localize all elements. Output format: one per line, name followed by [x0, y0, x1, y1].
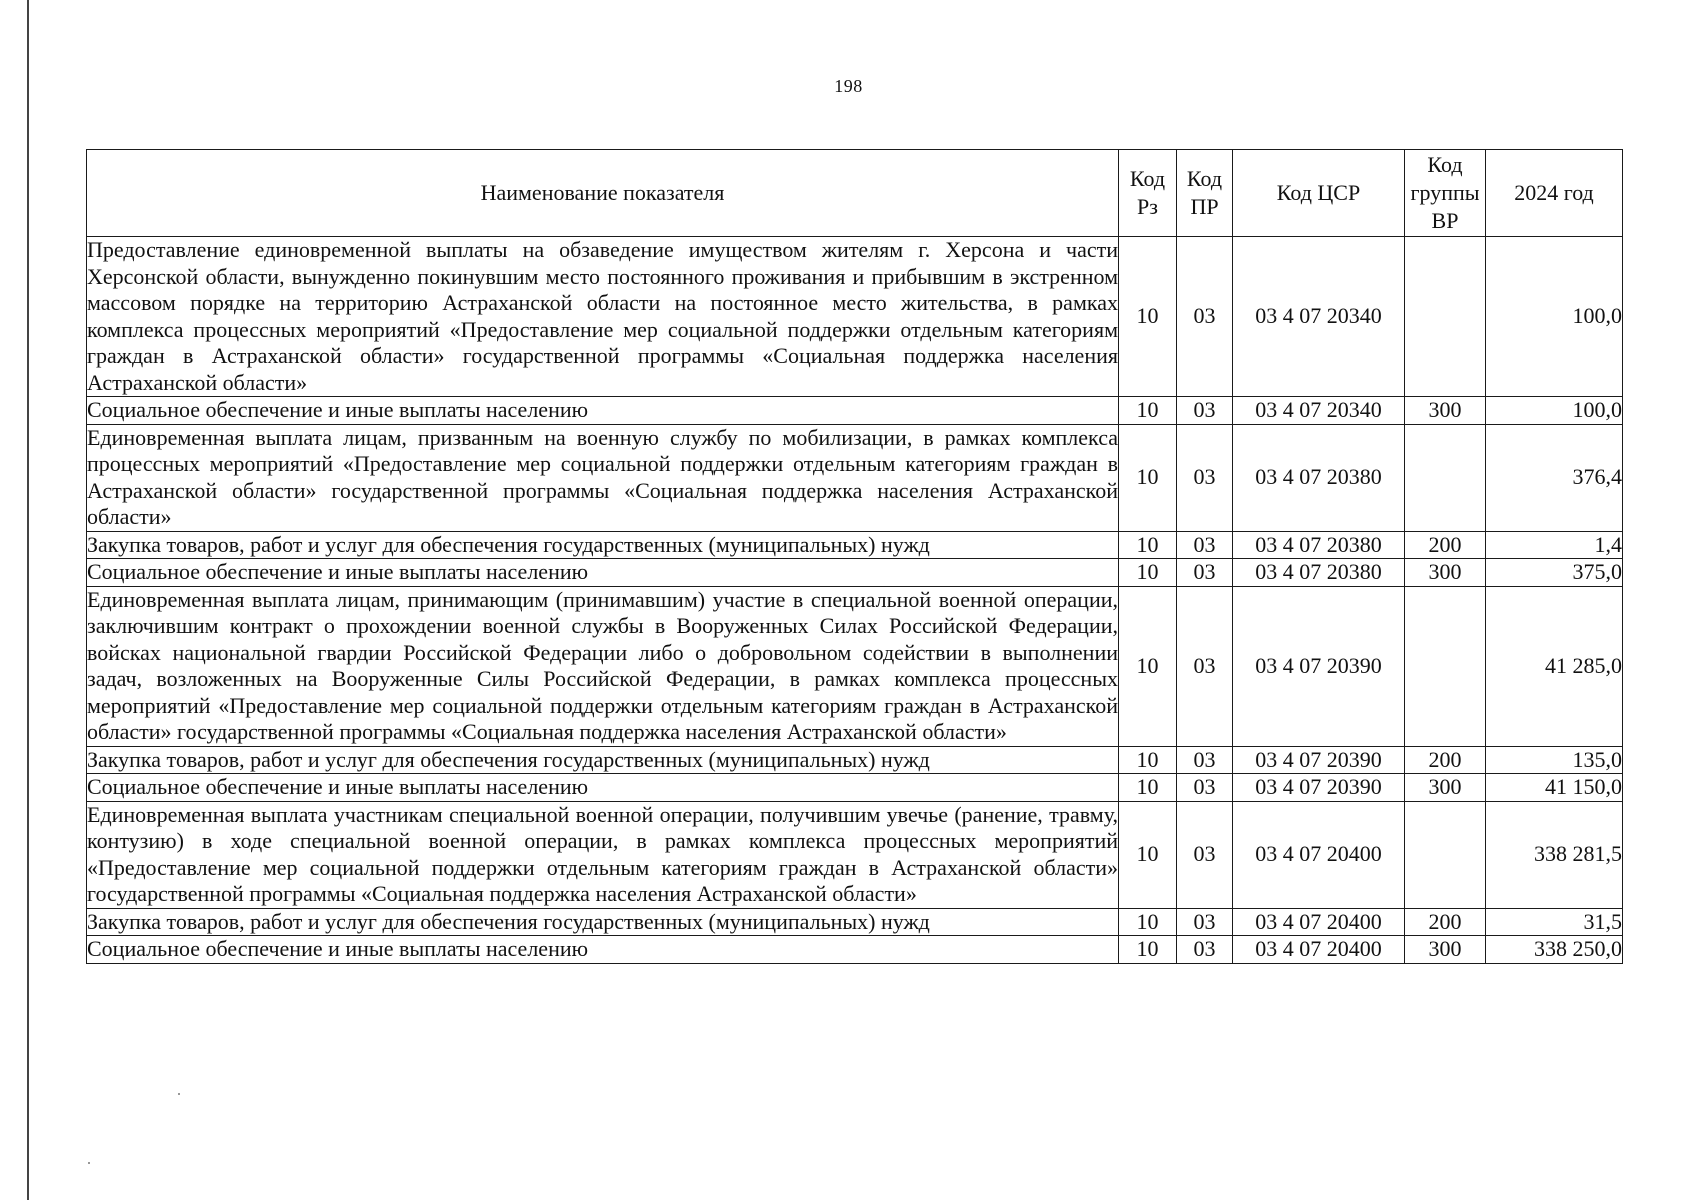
row-name: Единовременная выплата лицам, призванным на военную службу по мобилизации, в рамках комплекса процессных мероприятий «Предоставление мер социальной поддержки отдельным категориям граждан в Астраханской области» государственной программы «Социальная поддержка населения Астраханской области» — [87, 424, 1118, 529]
header-vr: Код группы ВР — [1405, 150, 1486, 237]
row-name: Закупка товаров, работ и услуг для обеспечения государственных (муниципальных) нужд — [87, 746, 1119, 774]
row-rz: 10 — [1119, 746, 1177, 774]
table-row — [87, 237, 1623, 397]
row-vr: 300 — [1405, 397, 1486, 425]
table-row — [87, 774, 1623, 802]
page-number: 198 — [834, 76, 863, 96]
row-csr: 03 4 07 20380 — [1233, 424, 1405, 531]
row-amount: 338 281,5 — [1486, 801, 1623, 908]
row-amount: 31,5 — [1486, 908, 1623, 936]
row-csr: 03 4 07 20400 — [1233, 908, 1405, 936]
row-amount: 1,4 — [1486, 531, 1623, 559]
row-csr: 03 4 07 20340 — [1233, 397, 1405, 425]
row-name: Единовременная выплата лицам, принимающим (принимавшим) участие в специальной военной операции, заключившим контракт о прохождении военной службы в Вооруженных Силах Российской Федерации, войсках национальной гвардии Российской Федерации либо о добровольном содействии в выполнении задач, возложенных на Вооруженные Силы Российской Федерации, в рамках комплекса процессных мероприятий «Предоставление мер социальной поддержки отдельным категориям граждан в Астраханской области» государственной программы «Социальная поддержка населения Астраханской области» — [87, 586, 1118, 744]
row-rz: 10 — [1119, 908, 1177, 936]
row-amount: 41 150,0 — [1486, 774, 1623, 802]
table-row — [87, 424, 1623, 531]
row-rz: 10 — [1119, 424, 1177, 531]
row-csr: 03 4 07 20400 — [1233, 936, 1405, 964]
row-vr — [1405, 586, 1486, 746]
header-csr: Код ЦСР — [1233, 150, 1405, 237]
row-pr: 03 — [1177, 801, 1233, 908]
row-vr: 200 — [1405, 746, 1486, 774]
row-name: Закупка товаров, работ и услуг для обеспечения государственных (муниципальных) нужд — [87, 908, 1119, 936]
row-vr — [1405, 424, 1486, 531]
header-name: Наименование показателя — [87, 150, 1119, 237]
row-vr: 200 — [1405, 908, 1486, 936]
row-rz: 10 — [1119, 531, 1177, 559]
row-pr: 03 — [1177, 424, 1233, 531]
table-row — [87, 801, 1623, 908]
row-name: Закупка товаров, работ и услуг для обеспечения государственных (муниципальных) нужд — [87, 531, 1119, 559]
table-header-row — [87, 150, 1623, 237]
row-pr: 03 — [1177, 397, 1233, 425]
row-rz: 10 — [1119, 237, 1177, 397]
scan-speck — [88, 1162, 90, 1164]
scan-speck — [178, 1093, 180, 1095]
row-amount: 100,0 — [1486, 237, 1623, 397]
row-pr: 03 — [1177, 746, 1233, 774]
table-row — [87, 746, 1623, 774]
header-rz: Код Рз — [1119, 150, 1177, 237]
table-row — [87, 559, 1623, 587]
row-pr: 03 — [1177, 531, 1233, 559]
row-name: Предоставление единовременной выплаты на обзаведение имуществом жителям г. Херсона и части Херсонской области, вынужденно покинувшим место постоянного проживания и прибывшим в экстренном массовом порядке на территорию Астраханской области на постоянное место жительства, в рамках комплекса процессных мероприятий «Предоставление мер социальной поддержки отдельным категориям граждан в Астраханской области» государственной программы «Социальная поддержка населения Астраханской области» — [87, 237, 1118, 395]
table-row — [87, 586, 1623, 746]
row-vr: 300 — [1405, 559, 1486, 587]
row-amount: 135,0 — [1486, 746, 1623, 774]
header-year: 2024 год — [1486, 150, 1623, 237]
header-pr: Код ПР — [1177, 150, 1233, 237]
row-vr — [1405, 801, 1486, 908]
row-csr: 03 4 07 20400 — [1233, 801, 1405, 908]
row-vr: 300 — [1405, 774, 1486, 802]
row-pr: 03 — [1177, 237, 1233, 397]
row-amount: 338 250,0 — [1486, 936, 1623, 964]
row-rz: 10 — [1119, 774, 1177, 802]
row-pr: 03 — [1177, 586, 1233, 746]
table-row — [87, 908, 1623, 936]
row-pr: 03 — [1177, 936, 1233, 964]
row-rz: 10 — [1119, 801, 1177, 908]
table-row — [87, 531, 1623, 559]
row-csr: 03 4 07 20390 — [1233, 586, 1405, 746]
row-amount: 375,0 — [1486, 559, 1623, 587]
table-row — [87, 936, 1623, 964]
row-rz: 10 — [1119, 586, 1177, 746]
row-name: Социальное обеспечение и иные выплаты населению — [87, 397, 1119, 425]
row-amount: 376,4 — [1486, 424, 1623, 531]
row-pr: 03 — [1177, 774, 1233, 802]
row-rz: 10 — [1119, 559, 1177, 587]
row-csr: 03 4 07 20380 — [1233, 559, 1405, 587]
row-pr: 03 — [1177, 908, 1233, 936]
row-name: Социальное обеспечение и иные выплаты населению — [87, 559, 1119, 587]
row-rz: 10 — [1119, 397, 1177, 425]
row-name: Единовременная выплата участникам специальной военной операции, получившим увечье (ранение, травму, контузию) в ходе специальной военной операции, в рамках комплекса процессных мероприятий «Предоставление мер социальной поддержки отдельным категориям граждан в Астраханской области» государственной программы «Социальная поддержка населения Астраханской области» — [87, 801, 1118, 906]
scan-edge-line — [27, 0, 29, 1200]
row-vr: 300 — [1405, 936, 1486, 964]
row-csr: 03 4 07 20390 — [1233, 774, 1405, 802]
row-amount: 100,0 — [1486, 397, 1623, 425]
row-name: Социальное обеспечение и иные выплаты населению — [87, 936, 1119, 964]
row-vr: 200 — [1405, 531, 1486, 559]
row-csr: 03 4 07 20390 — [1233, 746, 1405, 774]
row-name: Социальное обеспечение и иные выплаты населению — [87, 774, 1119, 802]
row-rz: 10 — [1119, 936, 1177, 964]
row-csr: 03 4 07 20340 — [1233, 237, 1405, 397]
row-pr: 03 — [1177, 559, 1233, 587]
row-csr: 03 4 07 20380 — [1233, 531, 1405, 559]
row-amount: 41 285,0 — [1486, 586, 1623, 746]
table-row — [87, 397, 1623, 425]
row-vr — [1405, 237, 1486, 397]
budget-table — [86, 149, 1623, 964]
